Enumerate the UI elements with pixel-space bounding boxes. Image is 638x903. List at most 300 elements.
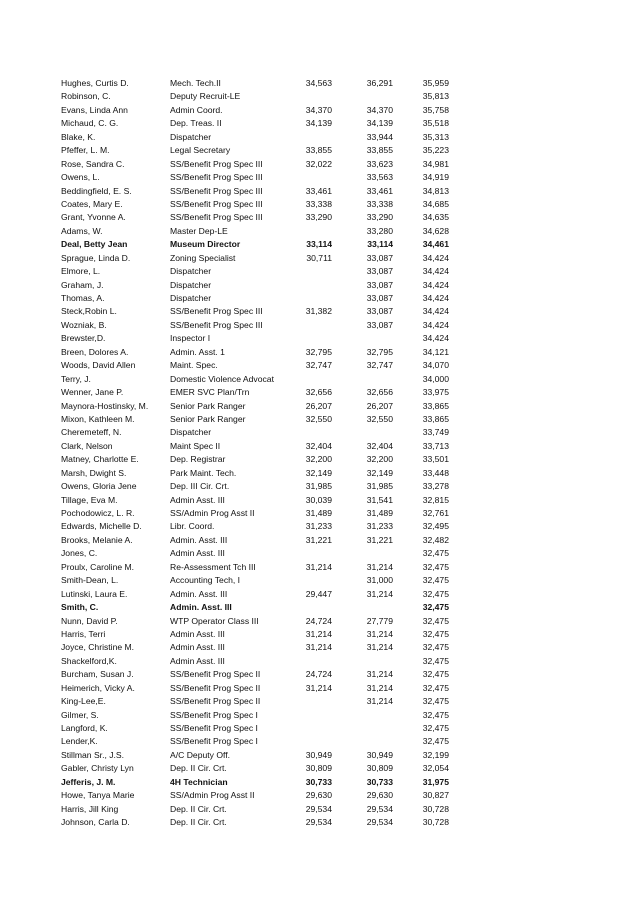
job-title-cell: Inspector I bbox=[170, 333, 211, 344]
salary-col2-cell: 33,114 bbox=[367, 239, 393, 250]
table-row bbox=[61, 413, 449, 426]
employee-name-cell: Tillage, Eva M. bbox=[61, 494, 118, 505]
job-title-cell: 4H Technician bbox=[170, 776, 228, 787]
job-title-cell: SS/Benefit Prog Spec III bbox=[170, 172, 263, 183]
salary-col2-cell: 33,944 bbox=[366, 131, 393, 142]
job-title-cell: Museum Director bbox=[170, 239, 241, 250]
salary-col1-cell: 30,809 bbox=[305, 763, 332, 774]
employee-name-cell: Rose, Sandra C. bbox=[61, 158, 125, 169]
table-row bbox=[61, 453, 449, 466]
employee-name-cell: Graham, J. bbox=[61, 279, 104, 290]
job-title-cell: SS/Benefit Prog Spec II bbox=[170, 682, 261, 693]
job-title-cell: Dispatcher bbox=[170, 266, 212, 277]
table-row bbox=[61, 77, 449, 90]
salary-col2-cell: 31,214 bbox=[366, 561, 393, 572]
table-row bbox=[61, 735, 449, 748]
salary-col2-cell: 34,139 bbox=[366, 118, 393, 129]
salary-col3-cell: 33,975 bbox=[422, 387, 449, 398]
job-title-cell: Dep. II Cir. Crt. bbox=[170, 803, 227, 814]
salary-col2-cell: 31,489 bbox=[366, 508, 393, 518]
salary-table bbox=[61, 77, 449, 830]
salary-col1-cell: 24,724 bbox=[305, 615, 332, 626]
salary-col1-cell: 33,461 bbox=[305, 185, 332, 196]
job-title-cell: Dep. III Cir. Crt. bbox=[170, 481, 230, 492]
employee-name-cell: Proulx, Caroline M. bbox=[61, 561, 135, 572]
salary-col2-cell: 33,087 bbox=[366, 319, 393, 330]
salary-col2-cell: 33,338 bbox=[366, 198, 393, 209]
employee-name-cell: Gilmer, S. bbox=[61, 709, 99, 720]
table-row bbox=[61, 749, 449, 762]
salary-col3-cell: 32,495 bbox=[422, 521, 449, 532]
salary-col2-cell: 31,214 bbox=[366, 682, 393, 693]
salary-col1-cell: 32,550 bbox=[305, 413, 332, 424]
employee-name-cell: Pochodowicz, L. R. bbox=[61, 508, 135, 518]
job-title-cell: Maint. Spec. bbox=[170, 360, 218, 371]
job-title-cell: SS/Benefit Prog Spec II bbox=[170, 669, 261, 680]
job-title-cell: Senior Park Ranger bbox=[170, 400, 246, 411]
employee-name-cell: Brewster,D. bbox=[61, 333, 106, 344]
employee-name-cell: Harris, Terri bbox=[61, 628, 106, 639]
job-title-cell: Dispatcher bbox=[170, 279, 212, 290]
employee-name-cell: Mixon, Kathleen M. bbox=[61, 413, 135, 424]
table-row bbox=[61, 90, 449, 103]
employee-name-cell: Beddingfield, E. S. bbox=[61, 185, 132, 196]
salary-col3-cell: 34,685 bbox=[422, 198, 449, 209]
salary-col3-cell: 32,475 bbox=[422, 669, 449, 680]
employee-name-cell: Langford, K. bbox=[61, 723, 108, 733]
table-row bbox=[61, 668, 449, 681]
job-title-cell: SS/Benefit Prog Spec III bbox=[170, 319, 263, 330]
salary-col2-cell: 29,534 bbox=[366, 817, 393, 828]
job-title-cell: Maint Spec II bbox=[170, 440, 221, 451]
employee-name-cell: Jefferis, J. M. bbox=[61, 776, 116, 787]
job-title-cell: SS/Benefit Prog Spec III bbox=[170, 185, 263, 196]
table-row bbox=[61, 158, 449, 171]
table-row bbox=[61, 171, 449, 184]
salary-col1-cell: 30,039 bbox=[305, 494, 332, 505]
salary-col3-cell: 34,070 bbox=[422, 360, 449, 371]
salary-col3-cell: 34,424 bbox=[422, 306, 449, 317]
salary-col1-cell: 24,724 bbox=[305, 669, 332, 680]
salary-col2-cell: 26,207 bbox=[366, 400, 393, 411]
employee-name-cell: Edwards, Michelle D. bbox=[61, 521, 142, 532]
employee-name-cell: Gabler, Christy Lyn bbox=[61, 763, 134, 774]
salary-col2-cell: 33,087 bbox=[366, 279, 393, 290]
job-title-cell: SS/Admin Prog Asst II bbox=[170, 790, 255, 801]
table-row bbox=[61, 131, 449, 144]
salary-col3-cell: 32,475 bbox=[422, 628, 449, 639]
salary-col3-cell: 32,475 bbox=[422, 709, 449, 720]
job-title-cell: Mech. Tech.II bbox=[170, 78, 221, 88]
salary-col3-cell: 34,424 bbox=[422, 333, 449, 344]
job-title-cell: EMER SVC Plan/Trn bbox=[170, 387, 250, 398]
employee-name-cell: Shackelford,K. bbox=[61, 655, 117, 666]
employee-name-cell: Thomas, A. bbox=[61, 293, 105, 303]
salary-col2-cell: 33,087 bbox=[366, 266, 393, 277]
salary-col1-cell: 32,149 bbox=[305, 467, 332, 478]
salary-col2-cell: 33,623 bbox=[366, 158, 393, 169]
salary-col1-cell: 29,630 bbox=[305, 790, 332, 801]
salary-col3-cell: 34,635 bbox=[422, 212, 449, 223]
salary-col2-cell: 32,404 bbox=[366, 440, 393, 451]
table-row bbox=[61, 641, 449, 654]
table-row bbox=[61, 211, 449, 224]
salary-col3-cell: 32,761 bbox=[422, 508, 449, 518]
salary-col3-cell: 35,813 bbox=[422, 91, 449, 102]
table-row bbox=[61, 144, 449, 157]
employee-name-cell: Harris, Jill King bbox=[61, 803, 119, 814]
salary-col1-cell: 31,214 bbox=[305, 642, 332, 653]
job-title-cell: SS/Benefit Prog Spec I bbox=[170, 736, 258, 747]
job-title-cell: SS/Benefit Prog Spec I bbox=[170, 709, 258, 720]
salary-col2-cell: 32,795 bbox=[366, 346, 393, 357]
salary-col3-cell: 35,313 bbox=[422, 131, 449, 142]
salary-col1-cell: 32,022 bbox=[305, 158, 332, 169]
salary-col2-cell: 31,000 bbox=[366, 575, 393, 586]
salary-col1-cell: 31,233 bbox=[305, 521, 332, 532]
salary-col3-cell: 34,424 bbox=[422, 319, 449, 330]
job-title-cell: Legal Secretary bbox=[170, 145, 231, 156]
table-row bbox=[61, 373, 449, 386]
salary-col3-cell: 30,728 bbox=[422, 817, 449, 828]
employee-name-cell: Heimerich, Vicky A. bbox=[61, 682, 135, 693]
employee-name-cell: Smith, C. bbox=[61, 602, 99, 613]
table-row bbox=[61, 400, 449, 413]
table-row bbox=[61, 198, 449, 211]
salary-col1-cell: 33,338 bbox=[305, 198, 332, 209]
job-title-cell: Dispatcher bbox=[170, 427, 212, 438]
table-row bbox=[61, 305, 449, 318]
salary-col2-cell: 32,149 bbox=[366, 467, 393, 478]
salary-col3-cell: 33,501 bbox=[422, 454, 449, 465]
salary-col1-cell: 34,563 bbox=[305, 78, 332, 88]
employee-name-cell: Pfeffer, L. M. bbox=[61, 145, 110, 156]
job-title-cell: SS/Admin Prog Asst II bbox=[170, 508, 255, 518]
table-row bbox=[61, 776, 449, 789]
salary-col1-cell: 32,795 bbox=[305, 346, 332, 357]
job-title-cell: Dep. II Cir. Crt. bbox=[170, 817, 227, 828]
employee-name-cell: Lutinski, Laura E. bbox=[61, 588, 128, 599]
table-row bbox=[61, 279, 449, 292]
job-title-cell: Admin. Asst. III bbox=[170, 534, 228, 545]
table-row bbox=[61, 440, 449, 453]
employee-name-cell: Breen, Dolores A. bbox=[61, 346, 129, 357]
salary-col3-cell: 35,518 bbox=[422, 118, 449, 129]
salary-col2-cell: 31,214 bbox=[366, 628, 393, 639]
salary-col3-cell: 35,223 bbox=[422, 145, 449, 156]
salary-col3-cell: 32,475 bbox=[422, 736, 449, 747]
employee-name-cell: Sprague, Linda D. bbox=[61, 252, 131, 263]
salary-col1-cell: 34,139 bbox=[305, 118, 332, 129]
salary-col3-cell: 32,475 bbox=[422, 588, 449, 599]
salary-col2-cell: 31,214 bbox=[366, 588, 393, 599]
table-row bbox=[61, 547, 449, 560]
salary-col2-cell: 33,280 bbox=[366, 225, 393, 236]
salary-col3-cell: 32,475 bbox=[422, 682, 449, 693]
salary-col3-cell: 33,713 bbox=[422, 440, 449, 451]
salary-col3-cell: 33,448 bbox=[422, 467, 449, 478]
salary-col1-cell: 31,214 bbox=[305, 682, 332, 693]
employee-name-cell: Owens, Gloria Jene bbox=[61, 481, 137, 492]
salary-col3-cell: 34,461 bbox=[422, 239, 449, 250]
table-row bbox=[61, 574, 449, 587]
salary-col3-cell: 32,475 bbox=[422, 723, 449, 733]
job-title-cell: Admin. Asst. 1 bbox=[170, 346, 225, 357]
table-row bbox=[61, 386, 449, 399]
salary-col3-cell: 33,749 bbox=[422, 427, 449, 438]
salary-col2-cell: 34,370 bbox=[366, 104, 393, 115]
table-row bbox=[61, 252, 449, 265]
salary-col3-cell: 32,475 bbox=[422, 615, 449, 626]
job-title-cell: Re-Assessment Tch III bbox=[170, 561, 256, 572]
employee-name-cell: Brooks, Melanie A. bbox=[61, 534, 133, 545]
employee-name-cell: Jones, C. bbox=[61, 548, 98, 559]
employee-name-cell: Michaud, C. G. bbox=[61, 118, 119, 129]
salary-col3-cell: 34,424 bbox=[422, 293, 449, 303]
employee-name-cell: Joyce, Christine M. bbox=[61, 642, 135, 653]
salary-col1-cell: 32,404 bbox=[305, 440, 332, 451]
table-row bbox=[61, 507, 449, 520]
salary-col3-cell: 34,981 bbox=[422, 158, 449, 169]
salary-col2-cell: 33,563 bbox=[366, 172, 393, 183]
salary-col1-cell: 31,985 bbox=[305, 481, 332, 492]
job-title-cell: Domestic Violence Advocat bbox=[170, 373, 274, 384]
table-row bbox=[61, 104, 449, 117]
employee-name-cell: Howe, Tanya Marie bbox=[61, 790, 135, 801]
table-row bbox=[61, 561, 449, 574]
job-title-cell: Zoning Specialist bbox=[170, 252, 236, 263]
salary-col3-cell: 32,054 bbox=[422, 763, 449, 774]
salary-col3-cell: 32,199 bbox=[422, 749, 449, 760]
salary-col3-cell: 30,827 bbox=[422, 790, 449, 801]
table-row bbox=[61, 185, 449, 198]
table-row bbox=[61, 615, 449, 628]
job-title-cell: Master Dep-LE bbox=[170, 225, 228, 236]
table-row bbox=[61, 803, 449, 816]
table-row bbox=[61, 762, 449, 775]
table-row bbox=[61, 265, 449, 278]
salary-col3-cell: 33,865 bbox=[422, 400, 449, 411]
salary-col2-cell: 32,550 bbox=[366, 413, 393, 424]
salary-col2-cell: 31,541 bbox=[366, 494, 393, 505]
job-title-cell: Dep. II Cir. Crt. bbox=[170, 763, 227, 774]
salary-col3-cell: 34,424 bbox=[422, 266, 449, 277]
job-title-cell: A/C Deputy Off. bbox=[170, 749, 231, 760]
salary-col3-cell: 34,424 bbox=[422, 252, 449, 263]
salary-col1-cell: 31,214 bbox=[305, 628, 332, 639]
salary-col1-cell: 29,534 bbox=[305, 817, 332, 828]
salary-col2-cell: 33,855 bbox=[366, 145, 393, 156]
salary-col3-cell: 32,482 bbox=[422, 534, 449, 545]
salary-col3-cell: 34,424 bbox=[422, 279, 449, 290]
table-row bbox=[61, 695, 449, 708]
employee-name-cell: Adams, W. bbox=[61, 225, 103, 236]
table-row bbox=[61, 117, 449, 130]
employee-name-cell: Owens, L. bbox=[61, 172, 100, 183]
salary-col3-cell: 32,475 bbox=[422, 548, 449, 559]
table-row bbox=[61, 292, 449, 305]
employee-name-cell: Coates, Mary E. bbox=[61, 198, 123, 209]
job-title-cell: SS/Benefit Prog Spec I bbox=[170, 723, 258, 733]
employee-name-cell: Steck,Robin L. bbox=[61, 306, 117, 317]
salary-col2-cell: 31,214 bbox=[366, 642, 393, 653]
salary-col1-cell: 30,949 bbox=[305, 749, 332, 760]
job-title-cell: SS/Benefit Prog Spec III bbox=[170, 212, 263, 223]
table-row bbox=[61, 534, 449, 547]
job-title-cell: Accounting Tech, I bbox=[170, 575, 241, 586]
salary-col3-cell: 32,475 bbox=[422, 575, 449, 586]
employee-name-cell: Woods, David Allen bbox=[61, 360, 136, 371]
salary-col3-cell: 32,475 bbox=[422, 696, 449, 707]
salary-col2-cell: 30,809 bbox=[366, 763, 393, 774]
salary-col2-cell: 33,087 bbox=[366, 306, 393, 317]
salary-col3-cell: 35,758 bbox=[422, 104, 449, 115]
table-row bbox=[61, 426, 449, 439]
salary-col1-cell: 29,534 bbox=[305, 803, 332, 814]
salary-col1-cell: 31,214 bbox=[305, 561, 332, 572]
employee-name-cell: Matney, Charlotte E. bbox=[61, 454, 139, 465]
employee-name-cell: Deal, Betty Jean bbox=[61, 239, 128, 250]
employee-name-cell: Stillman Sr., J.S. bbox=[61, 749, 125, 760]
salary-col1-cell: 30,711 bbox=[306, 252, 332, 263]
table-row bbox=[61, 319, 449, 332]
job-title-cell: Dispatcher bbox=[170, 293, 212, 303]
job-title-cell: Dep. Treas. II bbox=[170, 118, 222, 129]
table-row bbox=[61, 682, 449, 695]
salary-col1-cell: 33,855 bbox=[305, 145, 332, 156]
salary-col2-cell: 33,087 bbox=[366, 293, 393, 303]
salary-col2-cell: 31,221 bbox=[366, 534, 393, 545]
salary-col3-cell: 34,919 bbox=[422, 172, 449, 183]
salary-col1-cell: 26,207 bbox=[305, 400, 332, 411]
employee-name-cell: King-Lee,E. bbox=[61, 696, 106, 707]
table-row bbox=[61, 588, 449, 601]
employee-name-cell: Wozniak, B. bbox=[61, 319, 107, 330]
table-row bbox=[61, 480, 449, 493]
salary-col3-cell: 32,815 bbox=[422, 494, 449, 505]
job-title-cell: SS/Benefit Prog Spec III bbox=[170, 198, 263, 209]
employee-name-cell: Nunn, David P. bbox=[61, 615, 118, 626]
salary-col3-cell: 33,865 bbox=[422, 413, 449, 424]
job-title-cell: Senior Park Ranger bbox=[170, 413, 246, 424]
job-title-cell: Libr. Coord. bbox=[170, 521, 215, 532]
employee-name-cell: Hughes, Curtis D. bbox=[61, 78, 129, 88]
table-row bbox=[61, 359, 449, 372]
employee-name-cell: Evans, Linda Ann bbox=[61, 104, 128, 115]
table-row bbox=[61, 601, 449, 614]
job-title-cell: Admin Asst. III bbox=[170, 655, 225, 666]
table-row bbox=[61, 332, 449, 345]
salary-col3-cell: 33,278 bbox=[422, 481, 449, 492]
salary-col3-cell: 35,959 bbox=[422, 78, 449, 88]
job-title-cell: WTP Operator Class III bbox=[170, 615, 259, 626]
salary-col2-cell: 30,949 bbox=[366, 749, 393, 760]
table-row bbox=[61, 655, 449, 668]
employee-name-cell: Smith-Dean, L. bbox=[61, 575, 119, 586]
salary-col2-cell: 31,233 bbox=[366, 521, 393, 532]
table-row bbox=[61, 520, 449, 533]
salary-col1-cell: 32,200 bbox=[305, 454, 332, 465]
job-title-cell: Admin Asst. III bbox=[170, 494, 225, 505]
salary-col2-cell: 31,214 bbox=[366, 696, 393, 707]
job-title-cell: Admin Asst. III bbox=[170, 642, 225, 653]
employee-name-cell: Lender,K. bbox=[61, 736, 98, 747]
salary-col1-cell: 31,382 bbox=[305, 306, 332, 317]
table-row bbox=[61, 225, 449, 238]
salary-col3-cell: 30,728 bbox=[422, 803, 449, 814]
table-row bbox=[61, 816, 449, 829]
employee-name-cell: Elmore, L. bbox=[61, 266, 101, 277]
employee-name-cell: Cheremeteff, N. bbox=[61, 427, 122, 438]
table-row bbox=[61, 628, 449, 641]
job-title-cell: SS/Benefit Prog Spec III bbox=[170, 306, 263, 317]
employee-name-cell: Johnson, Carla D. bbox=[61, 817, 130, 828]
salary-col2-cell: 31,214 bbox=[366, 669, 393, 680]
salary-col1-cell: 31,489 bbox=[305, 508, 332, 518]
employee-name-cell: Grant, Yvonne A. bbox=[61, 212, 126, 223]
salary-col1-cell: 30,733 bbox=[305, 776, 332, 787]
salary-col2-cell: 27,779 bbox=[366, 615, 393, 626]
salary-col3-cell: 32,475 bbox=[422, 602, 449, 613]
salary-col2-cell: 32,200 bbox=[366, 454, 393, 465]
job-title-cell: Admin. Asst. III bbox=[170, 602, 232, 613]
salary-col1-cell: 33,290 bbox=[305, 212, 332, 223]
salary-col1-cell: 34,370 bbox=[305, 104, 332, 115]
job-title-cell: SS/Benefit Prog Spec III bbox=[170, 158, 263, 169]
salary-col1-cell: 32,656 bbox=[305, 387, 332, 398]
salary-col2-cell: 29,534 bbox=[366, 803, 393, 814]
job-title-cell: Park Maint. Tech. bbox=[170, 467, 237, 478]
employee-name-cell: Robinson, C. bbox=[61, 91, 111, 102]
employee-name-cell: Maynora-Hostinsky, M. bbox=[61, 400, 149, 411]
salary-col2-cell: 33,087 bbox=[366, 252, 393, 263]
employee-name-cell: Wenner, Jane P. bbox=[61, 387, 124, 398]
job-title-cell: Admin Coord. bbox=[170, 104, 223, 115]
job-title-cell: Admin Asst. III bbox=[170, 628, 225, 639]
salary-col3-cell: 32,475 bbox=[422, 655, 449, 666]
job-title-cell: Dep. Registrar bbox=[170, 454, 226, 465]
employee-name-cell: Terry, J. bbox=[61, 373, 91, 384]
salary-col2-cell: 29,630 bbox=[366, 790, 393, 801]
salary-col2-cell: 32,656 bbox=[366, 387, 393, 398]
salary-col3-cell: 32,475 bbox=[422, 561, 449, 572]
employee-name-cell: Blake, K. bbox=[61, 131, 96, 142]
table-row bbox=[61, 789, 449, 802]
job-title-cell: SS/Benefit Prog Spec II bbox=[170, 696, 261, 707]
salary-col3-cell: 34,000 bbox=[422, 373, 449, 384]
salary-col3-cell: 32,475 bbox=[422, 642, 449, 653]
salary-col3-cell: 34,628 bbox=[422, 225, 449, 236]
salary-col3-cell: 31,975 bbox=[422, 776, 449, 787]
salary-col3-cell: 34,813 bbox=[422, 185, 449, 196]
salary-col2-cell: 30,733 bbox=[366, 776, 393, 787]
job-title-cell: Admin Asst. III bbox=[170, 548, 225, 559]
table-row bbox=[61, 494, 449, 507]
salary-col1-cell: 32,747 bbox=[305, 360, 332, 371]
job-title-cell: Admin. Asst. III bbox=[170, 588, 228, 599]
table-row bbox=[61, 346, 449, 359]
salary-col3-cell: 34,121 bbox=[422, 346, 449, 357]
employee-name-cell: Marsh, Dwight S. bbox=[61, 467, 127, 478]
salary-col2-cell: 31,985 bbox=[366, 481, 393, 492]
salary-col1-cell: 29,447 bbox=[305, 588, 332, 599]
table-row bbox=[61, 722, 449, 735]
employee-name-cell: Clark, Nelson bbox=[61, 440, 113, 451]
salary-col2-cell: 33,461 bbox=[366, 185, 393, 196]
salary-col2-cell: 33,290 bbox=[366, 212, 393, 223]
table-row bbox=[61, 238, 449, 251]
table-row bbox=[61, 709, 449, 722]
